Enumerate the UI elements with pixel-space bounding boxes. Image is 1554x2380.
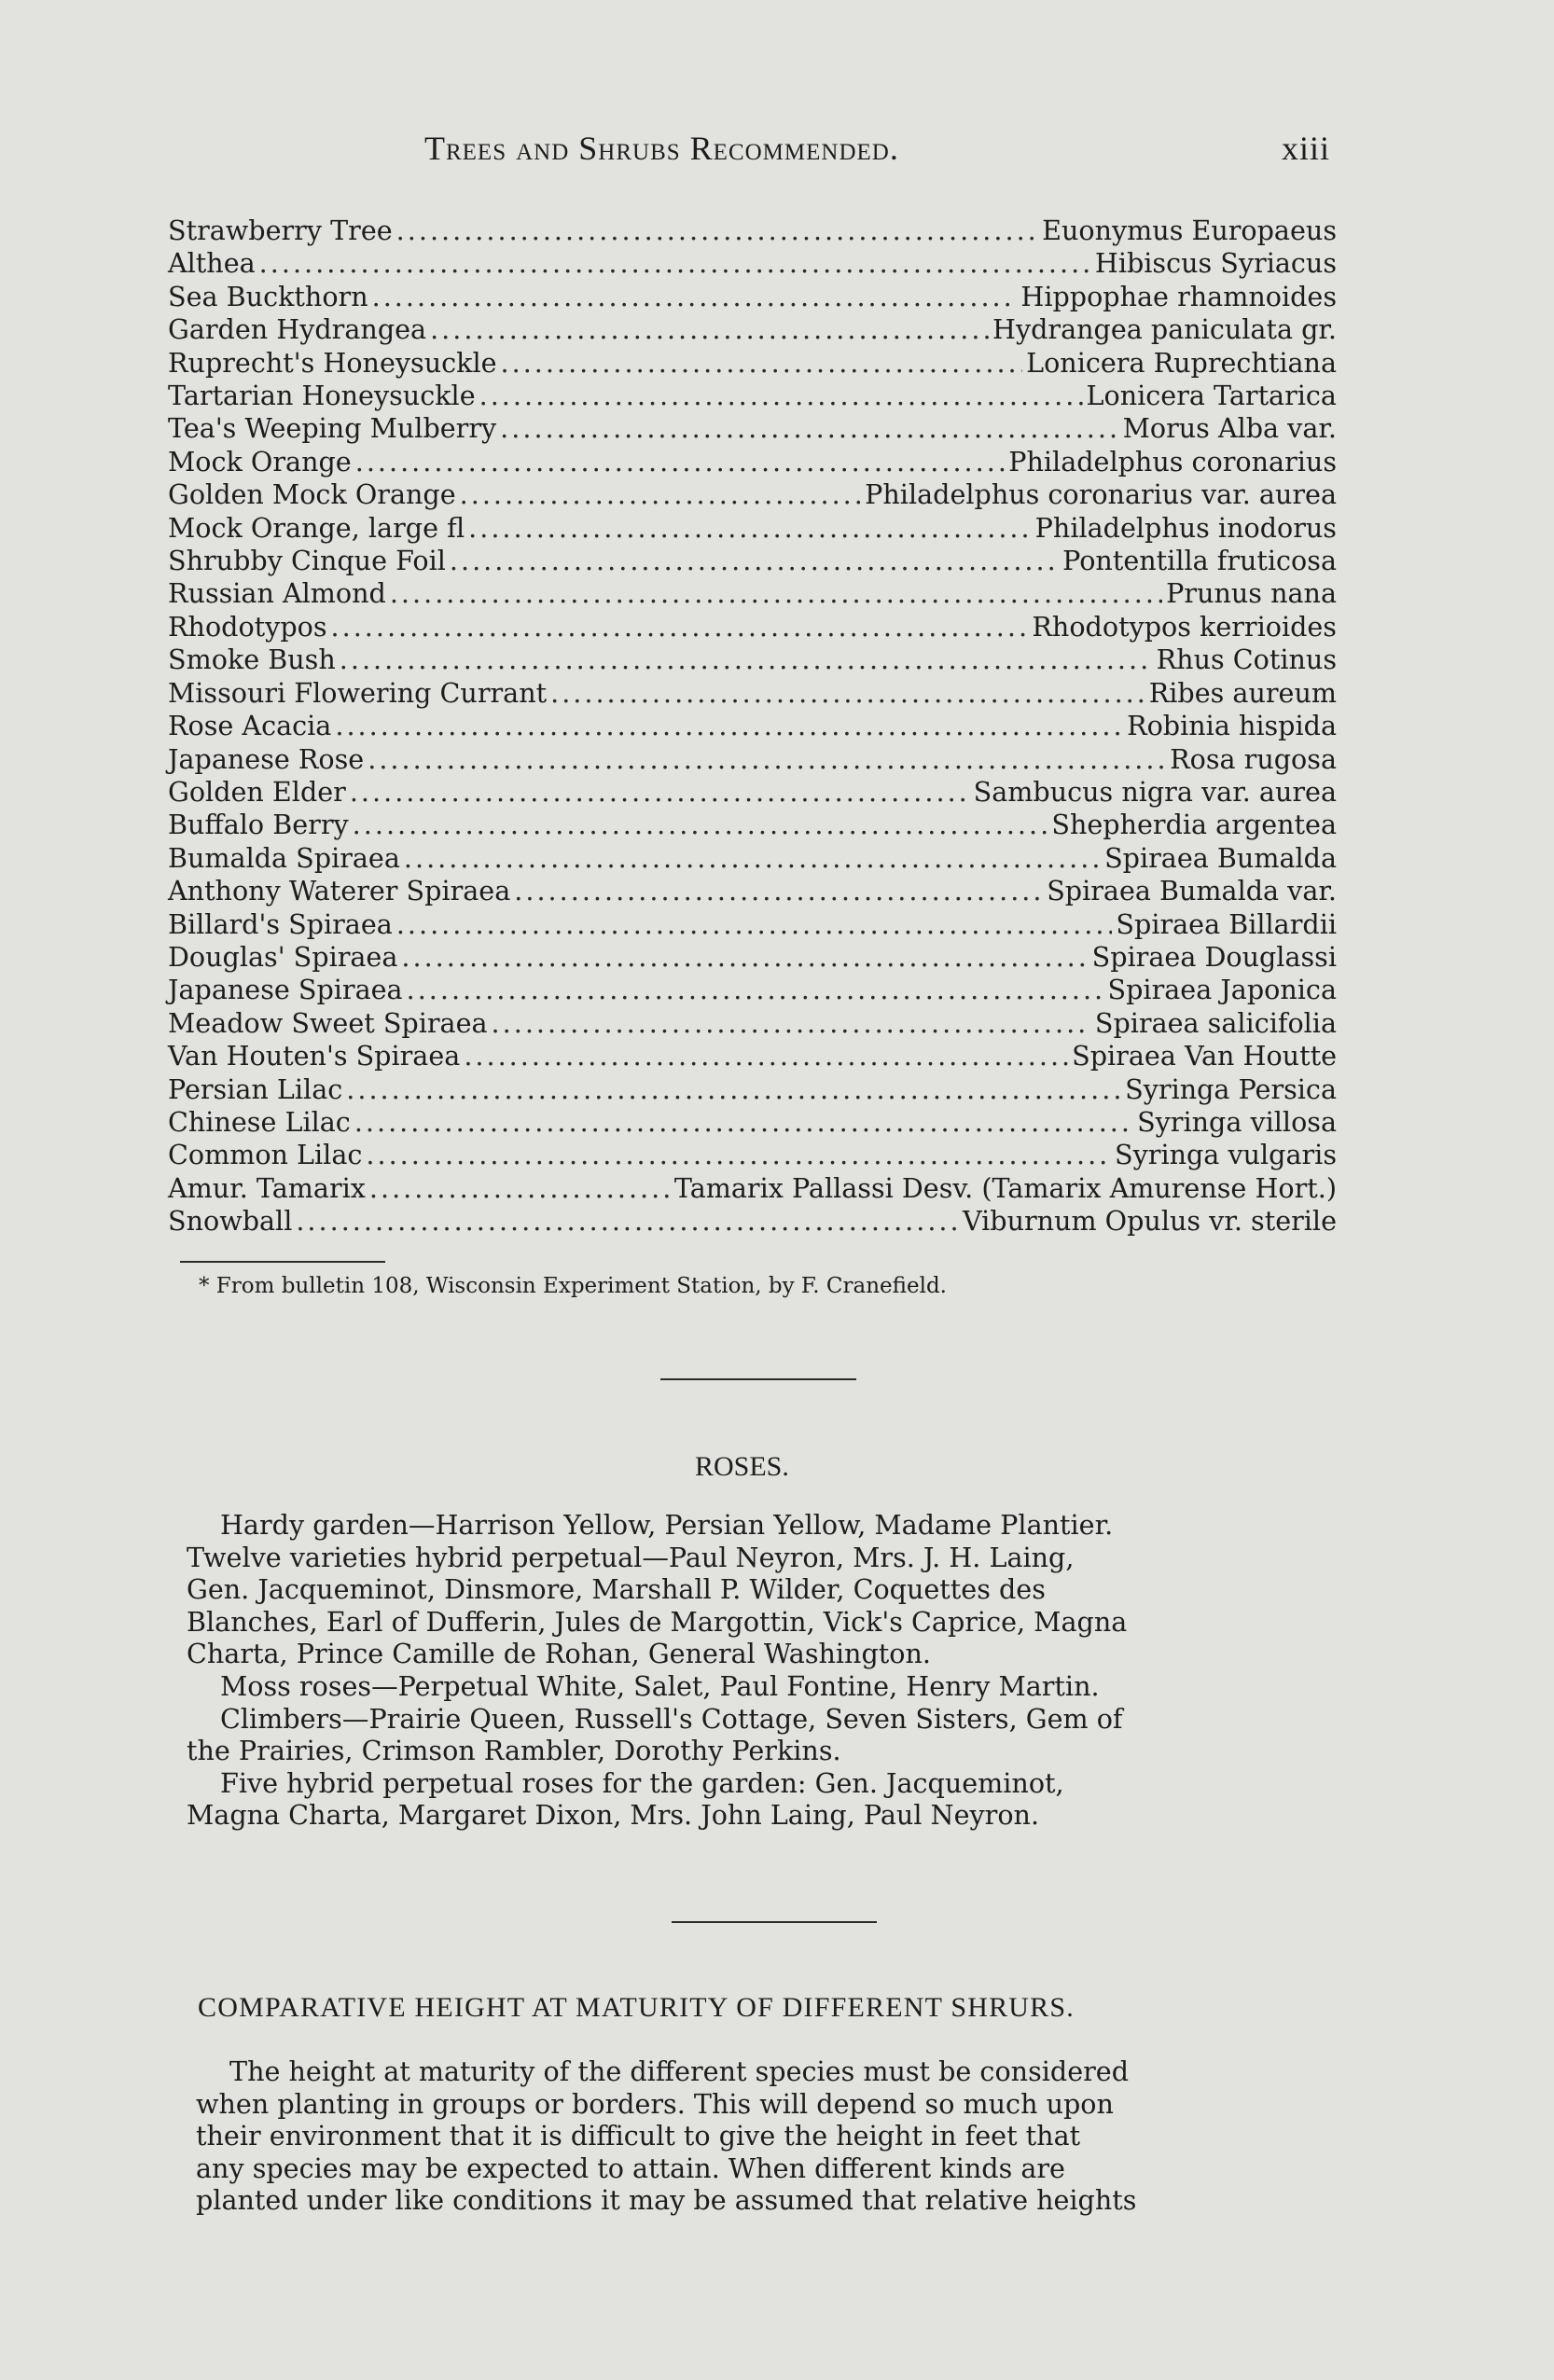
plant-common-name: Rose Acacia xyxy=(168,710,332,742)
dot-leader xyxy=(464,1040,1068,1072)
dot-leader xyxy=(396,908,1113,941)
plant-latin-name: Euonymus Europaeus xyxy=(1042,214,1337,246)
plant-row xyxy=(168,643,1337,676)
plant-row xyxy=(168,545,1337,577)
plant-row xyxy=(168,446,1337,478)
plant-row xyxy=(168,214,1337,247)
dot-leader xyxy=(350,776,970,809)
plant-latin-name: Hydrangea paniculata gr. xyxy=(992,313,1337,346)
plant-common-name: Golden Mock Orange xyxy=(168,478,456,511)
dot-leader xyxy=(460,478,862,511)
dot-leader xyxy=(369,1172,671,1205)
dot-leader xyxy=(366,1139,1111,1171)
plant-common-name: Tartarian Honeysuckle xyxy=(168,380,476,412)
plant-latin-name: Rhodotypos kerrioides xyxy=(1032,610,1337,643)
plant-latin-name: Spiraea Billardii xyxy=(1116,907,1337,940)
dot-leader xyxy=(372,281,1018,313)
plant-latin-name: Syringa Persica xyxy=(1125,1072,1337,1105)
plant-latin-name: Philadelphus coronarius var. aurea xyxy=(865,478,1337,511)
plant-common-name: Meadow Sweet Spiraea xyxy=(168,1006,488,1039)
plant-common-name: Amur. Tamarix xyxy=(168,1171,366,1204)
dot-leader xyxy=(331,611,1029,643)
comparative-line: any species may be expected to attain. When different kinds are xyxy=(196,2152,1065,2184)
plant-common-name: Shrubby Cinque Foil xyxy=(168,545,446,577)
roses-heading: ROSES. xyxy=(695,1451,789,1482)
plant-common-name: Snowball xyxy=(168,1205,293,1238)
plant-row xyxy=(168,875,1337,907)
plant-latin-name: Shepherdia argentea xyxy=(1051,809,1337,841)
plant-common-name: Garden Hydrangea xyxy=(168,313,427,346)
roses-line: Moss roses—Perpetual White, Salet, Paul Fontine, Henry Martin. xyxy=(220,1669,1100,1702)
plant-common-name: Ruprecht's Honeysuckle xyxy=(168,346,497,379)
running-head xyxy=(424,129,1334,168)
plant-latin-name: Lonicera Ruprechtiana xyxy=(1026,346,1337,379)
dot-leader xyxy=(401,941,1088,974)
plant-row xyxy=(168,1106,1337,1139)
dot-leader xyxy=(404,842,1101,875)
roses-line: Five hybrid perpetual roses for the garden: Gen. Jacqueminot, xyxy=(220,1766,1064,1799)
dot-leader xyxy=(550,677,1145,710)
plant-row xyxy=(168,710,1337,742)
plant-latin-name: Philadelphus inodorus xyxy=(1034,511,1337,544)
roses-line: Twelve varieties hybrid perpetual—Paul Neyron, Mrs. J. H. Laing, xyxy=(187,1541,1075,1573)
plant-latin-name: Syringa villosa xyxy=(1137,1105,1337,1138)
plant-row xyxy=(168,776,1337,809)
dot-leader xyxy=(468,512,1032,545)
plant-latin-name: Pontentilla fruticosa xyxy=(1062,545,1337,577)
plant-latin-name: Rhus Cotinus xyxy=(1156,643,1337,676)
plant-common-name: Anthony Waterer Spiraea xyxy=(168,875,511,907)
dot-leader xyxy=(353,809,1048,841)
dot-leader xyxy=(346,1073,1121,1106)
plant-latin-name: Spiraea Japonica xyxy=(1107,974,1337,1006)
plant-common-name: Golden Elder xyxy=(168,775,346,808)
dot-leader xyxy=(500,412,1118,445)
comparative-line: when planting in groups or borders. This will depend so much upon xyxy=(196,2087,1114,2120)
plant-row xyxy=(168,1040,1337,1072)
plant-latin-name: Spiraea salicifolia xyxy=(1094,1006,1337,1039)
plant-common-name: Van Houten's Spiraea xyxy=(168,1040,461,1072)
plant-latin-name: Viburnum Opulus vr. sterile xyxy=(962,1205,1337,1238)
comparative-height-paragraph xyxy=(196,2055,1367,2217)
dot-leader xyxy=(390,577,1162,610)
dot-leader xyxy=(501,347,1023,380)
plant-common-name: Strawberry Tree xyxy=(168,214,393,246)
plant-common-name: Missouri Flowering Currant xyxy=(168,676,548,709)
footnote: * From bulletin 108, Wisconsin Experiment Station, by F. Cranefield. xyxy=(199,1274,947,1298)
plant-latin-name: Spiraea Bumalda xyxy=(1104,841,1337,874)
plant-common-name: Rhodotypos xyxy=(168,610,327,643)
plant-common-name: Smoke Bush xyxy=(168,643,336,676)
dot-leader xyxy=(335,710,1123,742)
plant-row xyxy=(168,512,1337,545)
roses-line: the Prairies, Crimson Rambler, Dorothy Perkins. xyxy=(187,1735,841,1767)
dot-leader xyxy=(450,545,1059,577)
plant-list xyxy=(168,214,1337,1238)
plant-common-name: Althea xyxy=(168,247,256,280)
dot-leader xyxy=(368,743,1166,776)
plant-row xyxy=(168,1007,1337,1040)
plant-row xyxy=(168,941,1337,974)
running-head-title: Trees and Shrubs Recommended. xyxy=(424,130,899,167)
plant-common-name: Bumalda Spiraea xyxy=(168,841,400,874)
plant-row xyxy=(168,380,1337,412)
plant-common-name: Russian Almond xyxy=(168,577,386,610)
plant-row xyxy=(168,743,1337,776)
roses-line: Magna Charta, Margaret Dixon, Mrs. John Laing, Paul Neyron. xyxy=(187,1799,1040,1832)
footnote-rule xyxy=(180,1261,385,1263)
plant-latin-name: Spiraea Douglassi xyxy=(1091,940,1337,973)
roses-line: Blanches, Earl of Dufferin, Jules de Margottin, Vick's Caprice, Magna xyxy=(187,1605,1128,1638)
roses-line: Gen. Jacqueminot, Dinsmore, Marshall P. Wilder, Coquettes des xyxy=(187,1573,1046,1606)
plant-common-name: Mock Orange xyxy=(168,445,352,477)
plant-latin-name: Sambucus nigra var. aurea xyxy=(973,775,1337,808)
plant-latin-name: Syringa vulgaris xyxy=(1115,1139,1337,1171)
plant-common-name: Tea's Weeping Mulberry xyxy=(168,412,497,445)
plant-row xyxy=(168,908,1337,941)
roses-line: Climbers—Prairie Queen, Russell's Cottage, Seven Sisters, Gem of xyxy=(220,1702,1123,1735)
comparative-line: their environment that it is difficult to give the height in feet that xyxy=(196,2120,1081,2152)
plant-row xyxy=(168,809,1337,841)
plant-row xyxy=(168,313,1337,346)
plant-row xyxy=(168,577,1337,610)
dot-leader xyxy=(259,247,1091,280)
dot-leader xyxy=(396,214,1038,247)
plant-latin-name: Tamarix Pallassi Desv. (Tamarix Amurense Hort.) xyxy=(673,1171,1337,1204)
comparative-line: planted under like conditions it may be assumed that relative heights xyxy=(196,2184,1137,2217)
comparative-line: The height at maturity of the different species must be considered xyxy=(229,2055,1130,2087)
plant-row xyxy=(168,1205,1337,1238)
dot-leader xyxy=(354,1106,1133,1139)
plant-latin-name: Spiraea Bumalda var. xyxy=(1047,875,1337,907)
plant-row xyxy=(168,974,1337,1006)
roses-paragraphs xyxy=(187,1509,1358,1832)
plant-latin-name: Hippophae rhamnoides xyxy=(1020,280,1337,312)
plant-latin-name: Hibiscus Syriacus xyxy=(1094,247,1337,280)
plant-latin-name: Philadelphus coronarius xyxy=(1008,445,1337,477)
comparative-height-heading: COMPARATIVE HEIGHT AT MATURITY OF DIFFERENT SHRURS. xyxy=(198,1992,1075,2023)
plant-latin-name: Ribes aureum xyxy=(1148,676,1337,709)
dot-leader xyxy=(430,313,989,346)
plant-row xyxy=(168,1139,1337,1171)
section-divider xyxy=(660,1378,856,1380)
plant-common-name: Japanese Rose xyxy=(168,742,365,775)
plant-common-name: Common Lilac xyxy=(168,1139,363,1171)
plant-row xyxy=(168,247,1337,280)
plant-row xyxy=(168,842,1337,875)
plant-row xyxy=(168,1172,1337,1205)
plant-row xyxy=(168,611,1337,643)
plant-latin-name: Spiraea Van Houtte xyxy=(1072,1040,1337,1072)
plant-row xyxy=(168,677,1337,710)
dot-leader xyxy=(340,643,1153,676)
plant-common-name: Mock Orange, large fl xyxy=(168,511,465,544)
dot-leader xyxy=(296,1205,959,1238)
dot-leader xyxy=(355,446,1006,478)
section-divider xyxy=(672,1921,877,1923)
plant-latin-name: Morus Alba var. xyxy=(1122,412,1337,445)
plant-latin-name: Rosa rugosa xyxy=(1170,742,1337,775)
dot-leader xyxy=(479,380,1083,412)
plant-common-name: Douglas' Spiraea xyxy=(168,940,398,973)
plant-latin-name: Prunus nana xyxy=(1166,577,1337,610)
plant-row xyxy=(168,347,1337,380)
dot-leader xyxy=(514,875,1043,907)
roses-line: Hardy garden—Harrison Yellow, Persian Yellow, Madame Plantier. xyxy=(220,1509,1114,1541)
plant-row xyxy=(168,412,1337,445)
plant-common-name: Sea Buckthorn xyxy=(168,280,368,312)
dot-leader xyxy=(407,974,1104,1006)
plant-common-name: Japanese Spiraea xyxy=(168,974,403,1006)
plant-row xyxy=(168,1073,1337,1106)
plant-common-name: Buffalo Berry xyxy=(168,809,349,841)
page-number: xiii xyxy=(1281,130,1330,167)
plant-common-name: Persian Lilac xyxy=(168,1072,343,1105)
dot-leader xyxy=(492,1007,1091,1040)
roses-line: Charta, Prince Camille de Rohan, General Washington. xyxy=(187,1638,931,1670)
plant-row xyxy=(168,478,1337,511)
plant-common-name: Chinese Lilac xyxy=(168,1105,351,1138)
plant-latin-name: Lonicera Tartarica xyxy=(1086,380,1337,412)
plant-row xyxy=(168,281,1337,313)
plant-latin-name: Robinia hispida xyxy=(1127,710,1337,742)
plant-common-name: Billard's Spiraea xyxy=(168,907,393,940)
